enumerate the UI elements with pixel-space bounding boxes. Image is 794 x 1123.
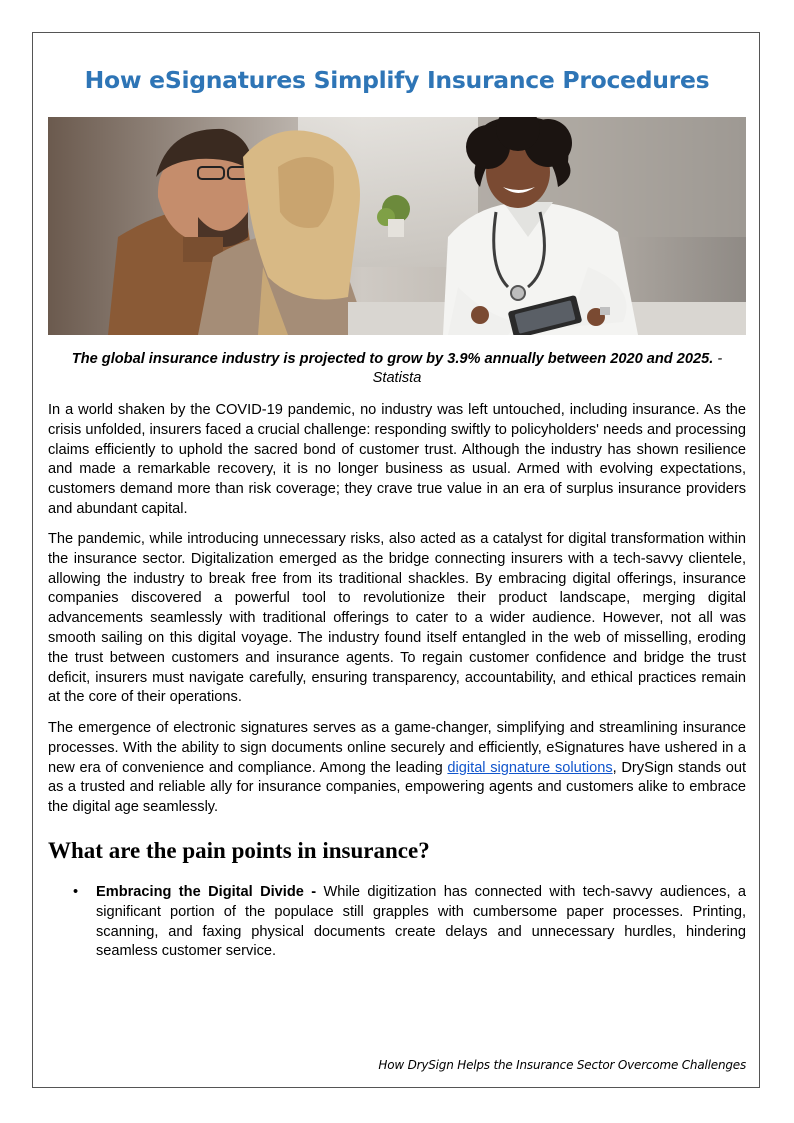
paragraph-3-intro: The emergence of electronic signatures serves as a game-changer, simplifying and streamlining insurance processes. With the ability to sign documents online securely and efficiently, eSignatures have ushered in a new era of convenience and compliance. Among the leading [48,720,746,776]
digital-signature-solutions-link[interactable]: digital signature solutions [447,759,613,776]
bullet-icon: • [73,884,79,900]
paragraph-3 [48,719,746,818]
hero-image [48,117,746,335]
pain-points-list [48,883,746,962]
page-footer: How DrySign Helps the Insurance Sector Overcome Challenges [378,1058,746,1072]
quote-source: - Statista [372,351,723,386]
paragraph-3-rest: , DrySign stands out as a trusted and reliable ally for insurance companies, empowering agents and customers alike to embrace the digital age seamlessly. [48,759,747,816]
bullet-text: While digitization has connected with tech-savvy audiences, a significant portion of the populace still grapples with cumbersome paper processes. Printing, scanning, and faxing physical documents create delays and unnecessary hurdles, hindering seamless customer service. [96,884,747,960]
photo-doctor-consulting-couple-icon [48,117,746,335]
list-item [48,883,746,962]
page-title: How eSignatures Simplify Insurance Procedures [84,66,710,94]
paragraph-2: The pandemic, while introducing unnecessary risks, also acted as a catalyst for digital transformation within the insurance sector. Digitalization emerged as the bridge connecting insurers with a tech-savvy clientele, allowing the industry to break free from its traditional shackles. By embracing digital offerings, insurance companies discovered a powerful tool to revolutionize their product landscape, merging digital advancements seamlessly with traditional offerings to cater to a wider audience. However, not all was smooth sailing on this digital voyage. The industry found itself entangled in the web of misselling, eroding the trust between customers and insurance agents. To regain customer confidence and bridge the trust deficit, insurers must navigate carefully, ensuring transparency, accountability, and ethical practices remain at the core of their operations. [48,531,746,706]
paragraph-1: In a world shaken by the COVID-19 pandemic, no industry was left untouched, including insurance. As the crisis unfolded, insurers faced a crucial challenge: responding swiftly to policyholders' needs and processing claims efficiently to uphold the sacred bond of customer trust. Although the industry has shown resilience and made a remarkable recovery, it is no longer business as usual. Armed with evolving expectations, customers demand more than risk coverage; they crave true value in an era of surplus insurance providers and abundant capital. [48,402,746,517]
section-heading: What are the pain points in insurance? [48,838,430,863]
quote-text: The global insurance industry is projected to grow by 3.9% annually between 2020 and 2025. [71,351,714,367]
statistic-quote [56,350,738,388]
bullet-title: Embracing the Digital Divide - [96,884,317,900]
